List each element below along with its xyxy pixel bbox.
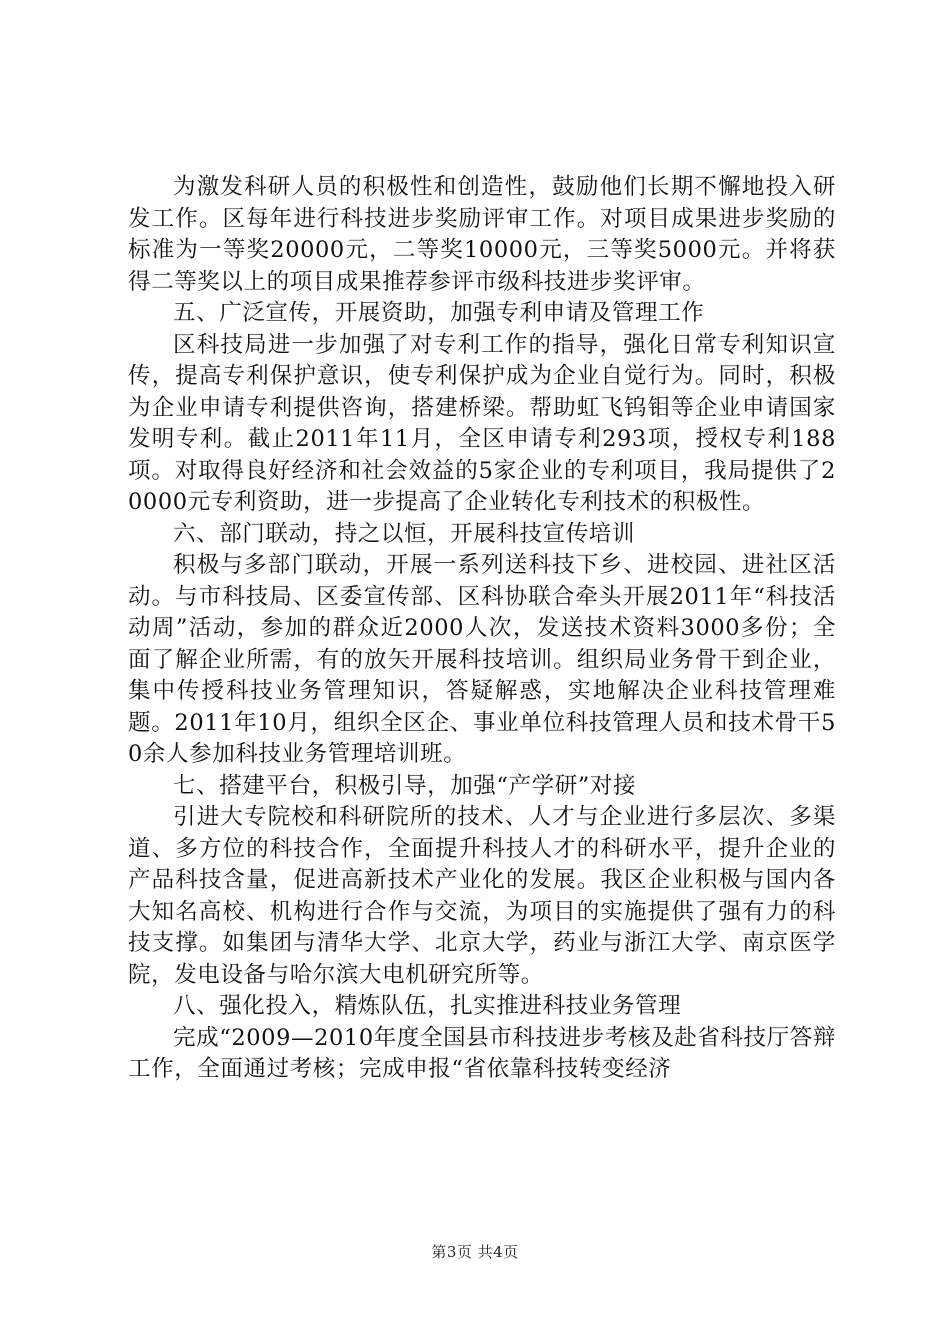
paragraph-management: 完成“2009—2010年度全国县市科技进步考核及赴省科技厅答辩工作，全面通过考核；完成申报“省依靠科技转变经济 xyxy=(128,1024,836,1082)
paragraph-patent-work: 区科技局进一步加强了对专利工作的指导，强化日常专利知识宣传，提高专利保护意识，使专利保护成为企业自觉行为。同时，积极为企业申请专利提供咨询，搭建桥梁。帮助虹飞钨钼等企业申请国家发明专利。截止2011年11月，全区申请专利293项，授权专利188项。对取得良好经济和社会效益的5家企业的专利项目，我局提供了20000元专利资助，进一步提高了企业转化专利技术的积极性。 xyxy=(128,331,836,515)
page-number-footer: 第3页 共4页 xyxy=(431,1243,519,1261)
paragraph-industry-research: 引进大专院校和科研院所的技术、人才与企业进行多层次、多渠道、多方位的科技合作，全面提升科技人才的科研水平，提升企业的产品科技含量，促进高新技术产业化的发展。我区企业积极与国内各大知名高校、机构进行合作与交流，为项目的实施提供了强有力的科技支撑。如集团与清华大学、北京大学，药业与浙江大学、南京医学院，发电设备与哈尔滨大电机研究所等。 xyxy=(128,804,836,988)
section-heading-eight: 八、强化投入，精炼队伍，扎实推进科技业务管理 xyxy=(173,993,682,1019)
paragraph-publicity-training: 积极与多部门联动，开展一系列送科技下乡、进校园、进社区活动。与市科技局、区委宣传部、区科协联合牵头开展2011年“科技活动周”活动，参加的群众近2000人次，发送技术资料3000多份；全面了解企业所需，有的放矢开展科技培训。组织局业务骨干到企业，集中传授科技业务管理知识，答疑解惑，实地解决企业科技管理难题。2011年10月，组织全区企、事业单位科技管理人员和技术骨干50余人参加科技业务管理培训班。 xyxy=(128,552,836,767)
section-heading-six: 六、部门联动，持之以恒，开展科技宣传培训 xyxy=(173,520,636,547)
section-heading-seven: 七、搭建平台，积极引导，加强“产学研”对接 xyxy=(173,772,637,799)
section-heading-five: 五、广泛宣传，开展资助，加强专利申请及管理工作 xyxy=(173,300,705,326)
paragraph-award-review: 为激发科研人员的积极性和创造性，鼓励他们长期不懈地投入研发工作。区每年进行科技进步奖励评审工作。对项目成果进步奖励的标准为一等奖20000元，二等奖10000元，三等奖5000元。并将获得二等奖以上的项目成果推荐参评市级科技进步奖评审。 xyxy=(128,174,836,295)
document-body xyxy=(128,172,836,1086)
